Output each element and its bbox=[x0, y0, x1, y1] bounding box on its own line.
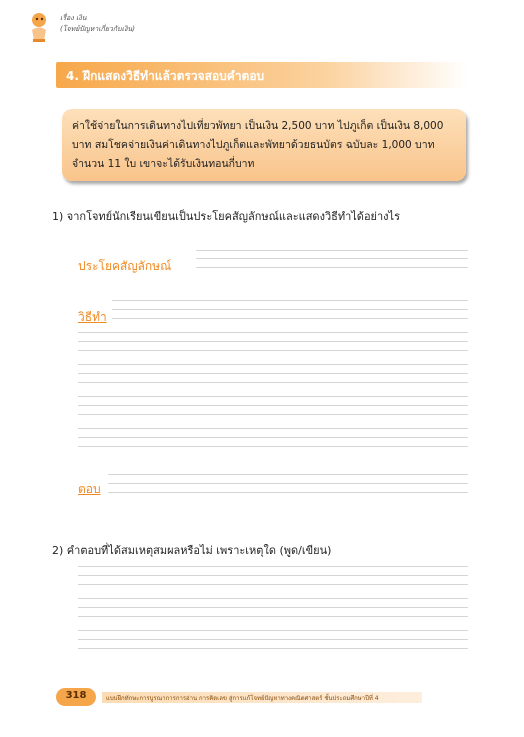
writing-line[interactable] bbox=[112, 318, 468, 319]
writing-line[interactable] bbox=[78, 639, 468, 640]
section-header bbox=[56, 62, 468, 88]
writing-line[interactable] bbox=[78, 341, 468, 342]
writing-line[interactable] bbox=[112, 309, 468, 310]
section-title: 4. ฝึกแสดงวิธีทำแล้วตรวจสอบคำตอบ bbox=[66, 69, 265, 83]
writing-line[interactable] bbox=[78, 373, 468, 374]
chapter-subtitle: (โจทย์ปัญหาเกี่ยวกับเงิน) bbox=[60, 25, 135, 33]
writing-line[interactable] bbox=[78, 575, 468, 576]
problem-text: ค่าใช้จ่ายในการเดินทางไปเที่ยวพัทยา เป็นเงิน 2,500 บาท ไปภูเก็ต เป็นเงิน 8,000 บาท สมโชคจ่ายเงินค่าเดินทางไปภูเก็ตและพัทยาด้วยธนบัตร ฉบับละ 1,000 บาท จำนวน 11 ใบ เขาจะได้รับเงินทอนกี่บาท bbox=[72, 120, 444, 170]
writing-line[interactable] bbox=[108, 483, 468, 484]
writing-line[interactable] bbox=[78, 414, 468, 415]
writing-line[interactable] bbox=[78, 364, 468, 365]
writing-line[interactable] bbox=[78, 428, 468, 429]
book-title: แบบฝึกทักษะการบูรณาการการอ่าน การคิดเลข สู่การแก้โจทย์ปัญหาทางคณิตศาสตร์ ชั้นประถมศึกษาปีที่ 4 bbox=[106, 695, 379, 702]
writing-line[interactable] bbox=[78, 437, 468, 438]
writing-line[interactable] bbox=[78, 566, 468, 567]
writing-line[interactable] bbox=[78, 332, 468, 333]
writing-line[interactable] bbox=[78, 607, 468, 608]
writing-line[interactable] bbox=[196, 267, 468, 268]
method-label: วิธีทำ bbox=[78, 310, 107, 324]
writing-line[interactable] bbox=[78, 616, 468, 617]
problem-box bbox=[62, 109, 466, 181]
symbolic-sentence-label: ประโยคสัญลักษณ์ bbox=[78, 259, 172, 273]
writing-line[interactable] bbox=[78, 382, 468, 383]
writing-line[interactable] bbox=[78, 350, 468, 351]
writing-line[interactable] bbox=[108, 492, 468, 493]
mascot-icon bbox=[22, 10, 56, 44]
writing-line[interactable] bbox=[78, 584, 468, 585]
writing-line[interactable] bbox=[78, 446, 468, 447]
chapter-heading bbox=[60, 13, 135, 35]
question-1: 1) จากโจทย์นักเรียนเขียนเป็นประโยคสัญลักษณ์และแสดงวิธีทำได้อย่างไร bbox=[52, 210, 400, 223]
page-number: 318 bbox=[65, 690, 87, 701]
writing-line[interactable] bbox=[78, 648, 468, 649]
writing-line[interactable] bbox=[78, 396, 468, 397]
chapter-title: เรื่อง เงิน bbox=[60, 14, 87, 22]
writing-line[interactable] bbox=[78, 598, 468, 599]
writing-line[interactable] bbox=[78, 405, 468, 406]
writing-line[interactable] bbox=[112, 300, 468, 301]
page-number-badge bbox=[56, 688, 96, 706]
answer-label: ตอบ bbox=[78, 482, 101, 496]
question-2: 2) คำตอบที่ได้สมเหตุสมผลหรือไม่ เพราะเหตุใด (พูด/เขียน) bbox=[52, 544, 332, 557]
writing-line[interactable] bbox=[196, 250, 468, 251]
writing-line[interactable] bbox=[108, 474, 468, 475]
footer-bar bbox=[102, 692, 422, 703]
writing-line[interactable] bbox=[78, 630, 468, 631]
writing-line[interactable] bbox=[196, 258, 468, 259]
